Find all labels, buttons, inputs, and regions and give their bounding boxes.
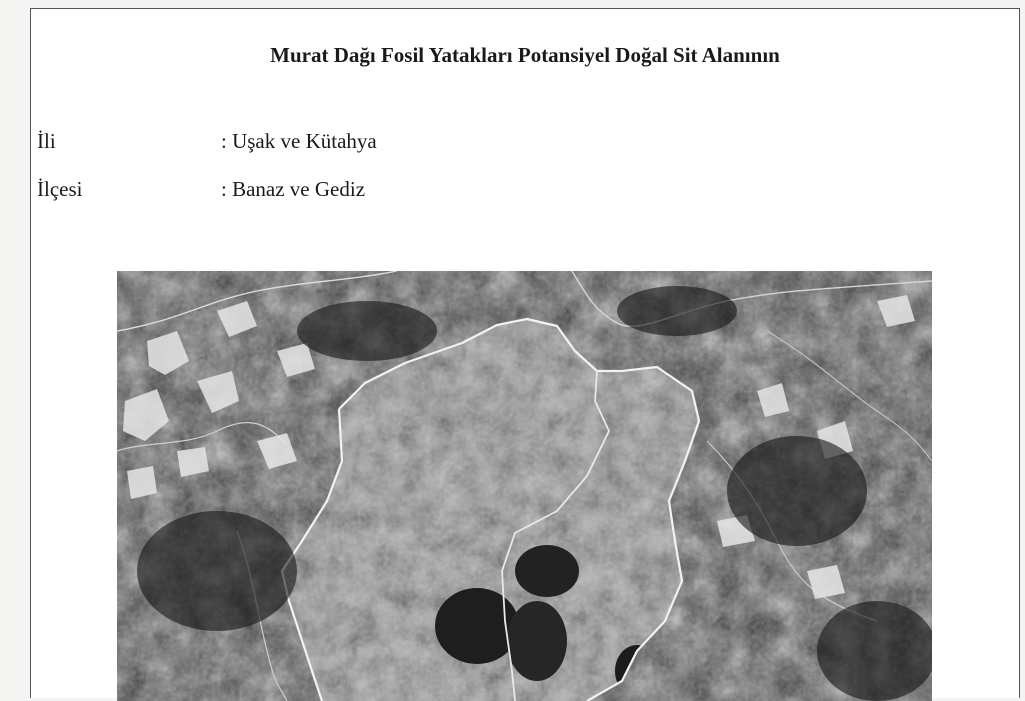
satellite-map-image [117,271,932,701]
field-district [37,177,365,202]
field-province-label: İli [37,129,56,153]
field-district-label: İlçesi [37,177,83,201]
document-title: Murat Dağı Fosil Yatakları Potansiyel Doğal Sit Alanının [270,43,780,67]
satellite-map-svg [117,271,932,701]
document-page [30,8,1020,698]
field-district-value: : Banaz ve Gediz [221,177,366,201]
field-province-value: : Uşak ve Kütahya [221,129,377,153]
field-province [37,129,377,154]
